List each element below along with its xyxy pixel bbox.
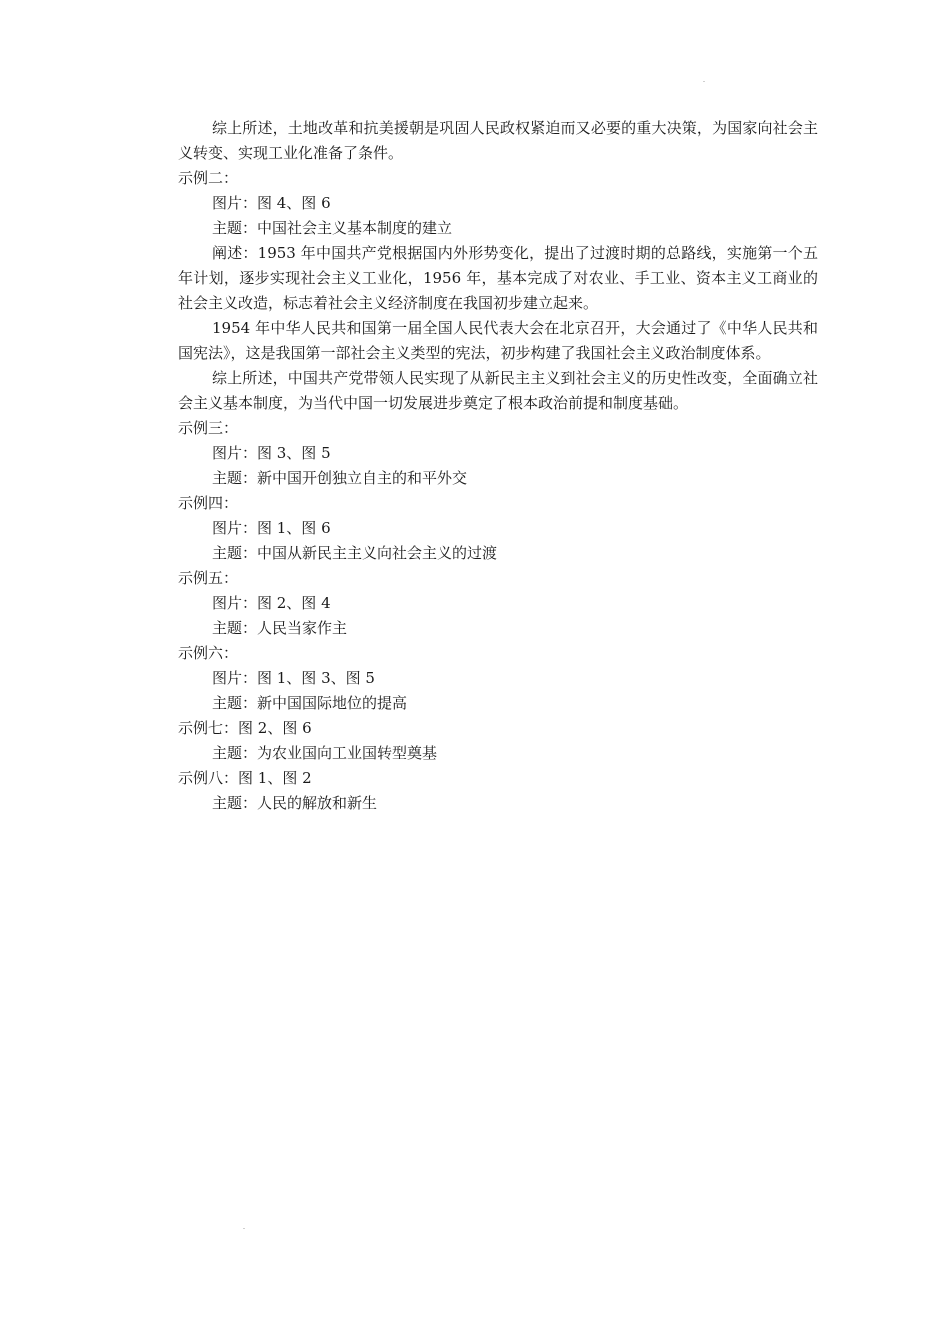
example-7-heading: 示例七：	[178, 719, 239, 737]
example-8-pictures: 图 1、图 2	[238, 769, 312, 787]
example-2-theme: 主题：中国社会主义基本制度的建立	[212, 219, 453, 237]
summary-paragraph-1: 综上所述，土地改革和抗美援朝是巩固人民政权紧迫而又必要的重大决策，为国家向社会主义转变、实现工业化准备了条件。	[178, 119, 818, 162]
example-4-theme: 主题：中国从新民主主义向社会主义的过渡	[212, 544, 498, 562]
example-7-line	[178, 716, 818, 741]
example-6-heading: 示例六：	[178, 644, 239, 662]
example-8-theme: 主题：人民的解放和新生	[212, 794, 378, 812]
example-2-explanation: 阐述：1953 年中国共产党根据国内外形势变化，提出了过渡时期的总路线，实施第一个五年计划，逐步实现社会主义工业化，1956 年，基本完成了对农业、手工业、资本主义工商业的社会主义改造，标志着社会主义经济制度在我国初步建立起来。	[178, 244, 818, 312]
example-5-pictures: 图片：图 2、图 4	[212, 594, 331, 612]
example-2-paragraph-2: 1954 年中华人民共和国第一届全国人民代表大会在北京召开，大会通过了《中华人民共和国宪法》，这是我国第一部社会主义类型的宪法，初步构建了我国社会主义政治制度体系。	[178, 319, 818, 362]
example-2-pictures: 图片：图 4、图 6	[212, 194, 331, 212]
example-3-theme: 主题：新中国开创独立自主的和平外交	[212, 469, 468, 487]
example-4-heading: 示例四：	[178, 494, 239, 512]
example-5-theme: 主题：人民当家作主	[212, 619, 348, 637]
example-6-theme: 主题：新中国国际地位的提高	[212, 694, 408, 712]
example-5-heading: 示例五：	[178, 569, 239, 587]
example-8-heading: 示例八：	[178, 769, 239, 787]
page-mark-bottom	[243, 1228, 245, 1229]
page-mark-top	[703, 81, 705, 82]
example-8-line	[178, 766, 818, 791]
example-2-summary: 综上所述，中国共产党带领人民实现了从新民主主义到社会主义的历史性改变，全面确立社会主义基本制度，为当代中国一切发展进步奠定了根本政治前提和制度基础。	[178, 369, 818, 412]
example-6-pictures: 图片：图 1、图 3、图 5	[212, 669, 375, 687]
example-4-pictures: 图片：图 1、图 6	[212, 519, 331, 537]
example-7-theme: 主题：为农业国向工业国转型奠基	[212, 744, 438, 762]
example-3-heading: 示例三：	[178, 419, 239, 437]
example-7-pictures: 图 2、图 6	[238, 719, 312, 737]
example-3-pictures: 图片：图 3、图 5	[212, 444, 331, 462]
document-body	[178, 116, 818, 816]
example-2-heading: 示例二：	[178, 169, 239, 187]
